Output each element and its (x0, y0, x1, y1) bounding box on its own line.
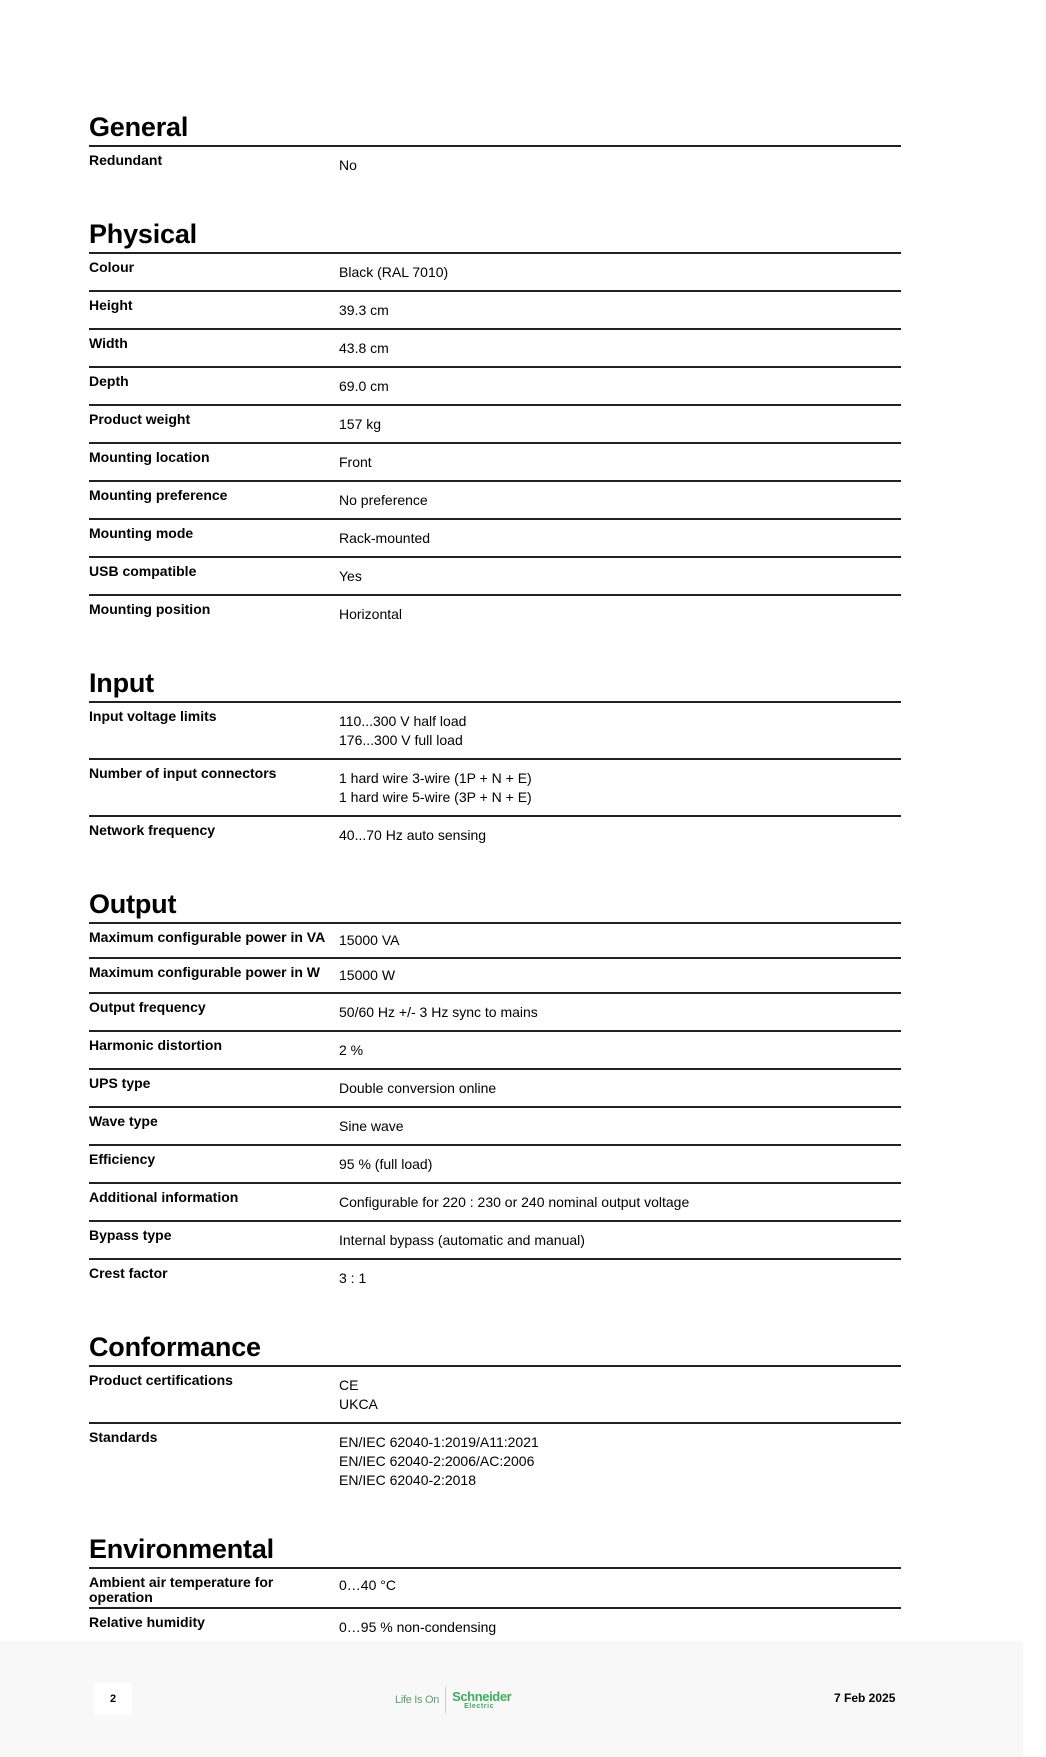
spec-value (339, 1569, 396, 1607)
spec-row (89, 330, 901, 368)
spec-value-line: Rack-mounted (339, 530, 431, 546)
spec-value (339, 1184, 689, 1220)
spec-row (89, 558, 901, 596)
section-physical (89, 221, 901, 632)
spec-label: Mounting location (89, 449, 210, 465)
page-number: 2 (94, 1683, 132, 1715)
spec-value (339, 760, 532, 815)
spec-value-line: EN/IEC 62040-1:2019/A11:2021 (339, 1434, 539, 1450)
spec-value (339, 1070, 496, 1106)
spec-row (89, 924, 901, 959)
spec-label: Height (89, 297, 133, 313)
spec-value-line: CE (339, 1377, 359, 1393)
spec-value-line: 157 kg (339, 416, 382, 432)
spec-label: Network frequency (89, 822, 216, 838)
spec-value (339, 994, 538, 1030)
spec-row (89, 760, 901, 817)
spec-label: Product weight (89, 411, 191, 427)
spec-value-line: No (339, 157, 357, 173)
spec-value (339, 703, 466, 758)
spec-label: Redundant (89, 152, 163, 168)
spec-row (89, 1569, 901, 1609)
spec-value-line: 1 hard wire 3-wire (1P + N + E) (339, 770, 532, 786)
spec-value-line: 40...70 Hz auto sensing (339, 827, 487, 843)
spec-row (89, 254, 901, 292)
spec-value-line: 95 % (full load) (339, 1156, 433, 1172)
section-title: Output (89, 889, 177, 919)
spec-row (89, 1424, 901, 1498)
spec-value-line: 39.3 cm (339, 302, 389, 318)
spec-value (339, 1146, 432, 1182)
logo-tagline: Life Is On (395, 1694, 440, 1706)
spec-row (89, 959, 901, 994)
section-general (89, 114, 901, 183)
spec-value (339, 444, 372, 480)
spec-table (89, 254, 901, 632)
logo-divider (445, 1687, 446, 1713)
spec-value-line: 15000 VA (339, 932, 400, 948)
schneider-electric-logo (395, 1686, 511, 1714)
spec-row (89, 1609, 901, 1645)
spec-row (89, 703, 901, 760)
spec-label: Product certifications (89, 1372, 233, 1388)
spec-value-line: 50/60 Hz +/- 3 Hz sync to mains (339, 1004, 538, 1020)
spec-value-line: Front (339, 454, 372, 470)
spec-value-line: 110...300 V half load (339, 713, 467, 729)
spec-row (89, 147, 901, 183)
spec-row (89, 292, 901, 330)
spec-label: Maximum configurable power in VA (89, 929, 326, 945)
spec-label: Mounting mode (89, 525, 194, 541)
spec-value (339, 1424, 539, 1498)
spec-value-line: 15000 W (339, 967, 396, 983)
spec-sheet (89, 114, 901, 1683)
logo-brand (452, 1690, 511, 1710)
spec-value (339, 520, 430, 556)
spec-label: Input voltage limits (89, 708, 217, 724)
spec-row (89, 817, 901, 853)
spec-row (89, 368, 901, 406)
spec-label: USB compatible (89, 563, 197, 579)
spec-row (89, 1070, 901, 1108)
spec-label: Efficiency (89, 1151, 156, 1167)
spec-label: Width (89, 335, 128, 351)
spec-label: Number of input connectors (89, 765, 277, 781)
spec-row (89, 1184, 901, 1222)
spec-row (89, 1367, 901, 1424)
spec-row (89, 596, 901, 632)
spec-value (339, 959, 395, 992)
section-title: Conformance (89, 1332, 261, 1362)
spec-row (89, 482, 901, 520)
section-title: Input (89, 668, 154, 698)
spec-table (89, 703, 901, 853)
spec-row (89, 1032, 901, 1070)
spec-table (89, 147, 901, 183)
spec-value (339, 1222, 585, 1258)
logo-brand-name: Schneider (452, 1689, 512, 1704)
spec-value (339, 254, 448, 290)
spec-value (339, 147, 357, 183)
section-output (89, 891, 901, 1296)
spec-value-line: 69.0 cm (339, 378, 389, 394)
section-input (89, 670, 901, 853)
section-environmental (89, 1536, 901, 1645)
spec-value-line: Sine wave (339, 1118, 404, 1134)
spec-row (89, 1108, 901, 1146)
spec-label: Crest factor (89, 1265, 168, 1281)
spec-value-line: 176...300 V full load (339, 732, 463, 748)
spec-value (339, 817, 486, 853)
spec-label: Ambient air temperature for operation (89, 1574, 274, 1605)
spec-value-line: 3 : 1 (339, 1270, 367, 1286)
spec-table (89, 1367, 901, 1498)
spec-value (339, 406, 381, 442)
footer-date: 7 Feb 2025 (834, 1691, 896, 1705)
spec-value-line: EN/IEC 62040-2:2018 (339, 1472, 476, 1488)
spec-value (339, 1108, 404, 1144)
spec-label: Maximum configurable power in W (89, 964, 321, 980)
spec-row (89, 1146, 901, 1184)
spec-value-line: 1 hard wire 5-wire (3P + N + E) (339, 789, 532, 805)
spec-table (89, 924, 901, 1296)
spec-row (89, 1222, 901, 1260)
spec-value-line: Internal bypass (automatic and manual) (339, 1232, 585, 1248)
spec-value-line: Black (RAL 7010) (339, 264, 449, 280)
spec-label: Colour (89, 259, 135, 275)
spec-label: Depth (89, 373, 129, 389)
spec-label: Relative humidity (89, 1614, 205, 1630)
spec-row (89, 406, 901, 444)
spec-label: Bypass type (89, 1227, 172, 1243)
spec-value (339, 292, 389, 328)
spec-value (339, 1367, 378, 1422)
spec-value-line: No preference (339, 492, 428, 508)
spec-value-line: EN/IEC 62040-2:2006/AC:2006 (339, 1453, 535, 1469)
spec-value-line: Double conversion online (339, 1080, 497, 1096)
spec-value (339, 596, 402, 632)
spec-label: Standards (89, 1429, 158, 1445)
section-title: Environmental (89, 1534, 274, 1564)
spec-value-line: Configurable for 220 : 230 or 240 nominal output voltage (339, 1194, 690, 1210)
spec-label: Output frequency (89, 999, 206, 1015)
spec-value-line: 0…40 °C (339, 1577, 396, 1593)
spec-row (89, 444, 901, 482)
spec-value-line: 43.8 cm (339, 340, 389, 356)
spec-row (89, 1260, 901, 1296)
spec-value (339, 558, 362, 594)
spec-value-line: 2 % (339, 1042, 364, 1058)
spec-label: Mounting position (89, 601, 211, 617)
spec-value (339, 1032, 363, 1068)
spec-value-line: 0…95 % non-condensing (339, 1619, 497, 1635)
spec-value (339, 1260, 366, 1296)
spec-table (89, 1569, 901, 1645)
spec-label: UPS type (89, 1075, 151, 1091)
spec-label: Wave type (89, 1113, 158, 1129)
section-title: General (89, 112, 189, 142)
section-conformance (89, 1334, 901, 1498)
section-title: Physical (89, 219, 197, 249)
logo-brand-subname: Electric (464, 1703, 495, 1710)
spec-value-line: Yes (339, 568, 362, 584)
page-footer (0, 1641, 1023, 1757)
spec-value-line: Horizontal (339, 606, 403, 622)
spec-row (89, 994, 901, 1032)
spec-value-line: UKCA (339, 1396, 378, 1412)
spec-value (339, 924, 399, 957)
spec-value (339, 330, 389, 366)
spec-label: Mounting preference (89, 487, 228, 503)
spec-value (339, 368, 389, 404)
spec-label: Additional information (89, 1189, 239, 1205)
spec-row (89, 520, 901, 558)
spec-value (339, 482, 428, 518)
spec-value (339, 1609, 496, 1645)
spec-label: Harmonic distortion (89, 1037, 223, 1053)
